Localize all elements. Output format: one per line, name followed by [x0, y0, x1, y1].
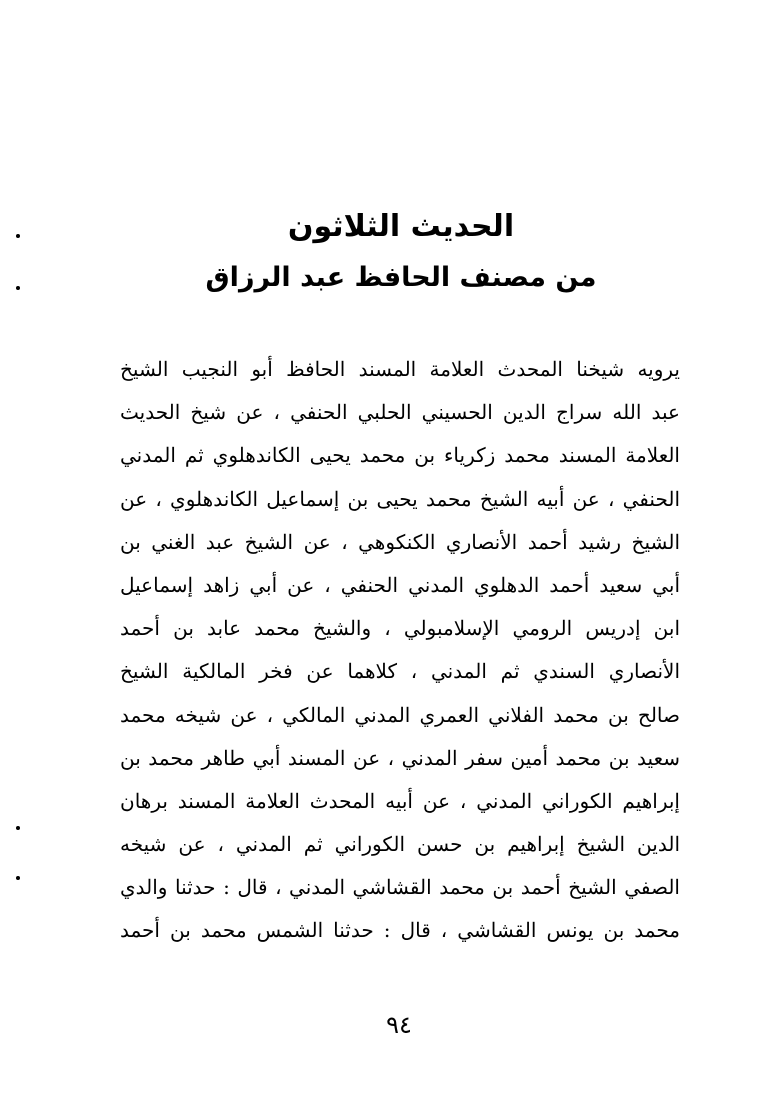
text-line: إبراهيم الكوراني المدني ، عن أبيه المحدث العلامة المسند برهان — [120, 788, 680, 813]
text-line: الأنصاري السندي ثم المدني ، كلاهما عن فخر المالكية الشيخ — [120, 659, 680, 684]
page-number: ٩٤ — [386, 1011, 412, 1039]
text-line: يرويه شيخنا المحدث العلامة المسند الحافظ أبو النجيب الشيخ — [120, 357, 680, 381]
text-line: الحنفي ، عن أبيه الشيخ محمد يحيى بن إسماعيل الكاندهلوي ، عن — [120, 486, 680, 511]
margin-dot — [16, 286, 20, 290]
text-line: الشيخ رشيد أحمد الأنصاري الكنكوهي ، عن الشيخ عبد الغني بن — [120, 529, 680, 554]
margin-dot — [16, 876, 20, 880]
margin-dot — [16, 234, 20, 238]
isnad-paragraph — [120, 348, 680, 953]
text-line: العلامة المسند محمد زكرياء بن محمد يحيى الكاندهلوي ثم المدني — [120, 443, 680, 468]
hadith-title: الحديث الثلاثون — [287, 209, 515, 244]
text-line: محمد بن يونس القشاشي ، قال : حدثنا الشمس محمد بن أحمد — [120, 918, 680, 943]
text-line: سعيد بن محمد أمين سفر المدني ، عن المسند أبي طاهر محمد بن — [120, 745, 680, 770]
margin-dot — [16, 826, 20, 830]
text-line: الدين الشيخ إبراهيم بن حسن الكوراني ثم المدني ، عن شيخه — [120, 832, 680, 857]
text-line: أبي سعيد أحمد الدهلوي المدني الحنفي ، عن أبي زاهد إسماعيل — [120, 572, 680, 597]
hadith-source-subtitle: من مصنف الحافظ عبد الرزاق — [205, 262, 597, 293]
text-line: صالح بن محمد الفلاني العمري المدني المالكي ، عن شيخه محمد — [120, 702, 680, 727]
text-line: ابن إدريس الرومي الإسلامبولي ، والشيخ محمد عابد بن أحمد — [120, 616, 680, 641]
text-line: عبد الله سراج الدين الحسيني الحلبي الحنفي ، عن شيخ الحديث — [120, 400, 680, 425]
text-line: الصفي الشيخ أحمد بن محمد القشاشي المدني ، قال : حدثنا والدي — [120, 875, 680, 900]
